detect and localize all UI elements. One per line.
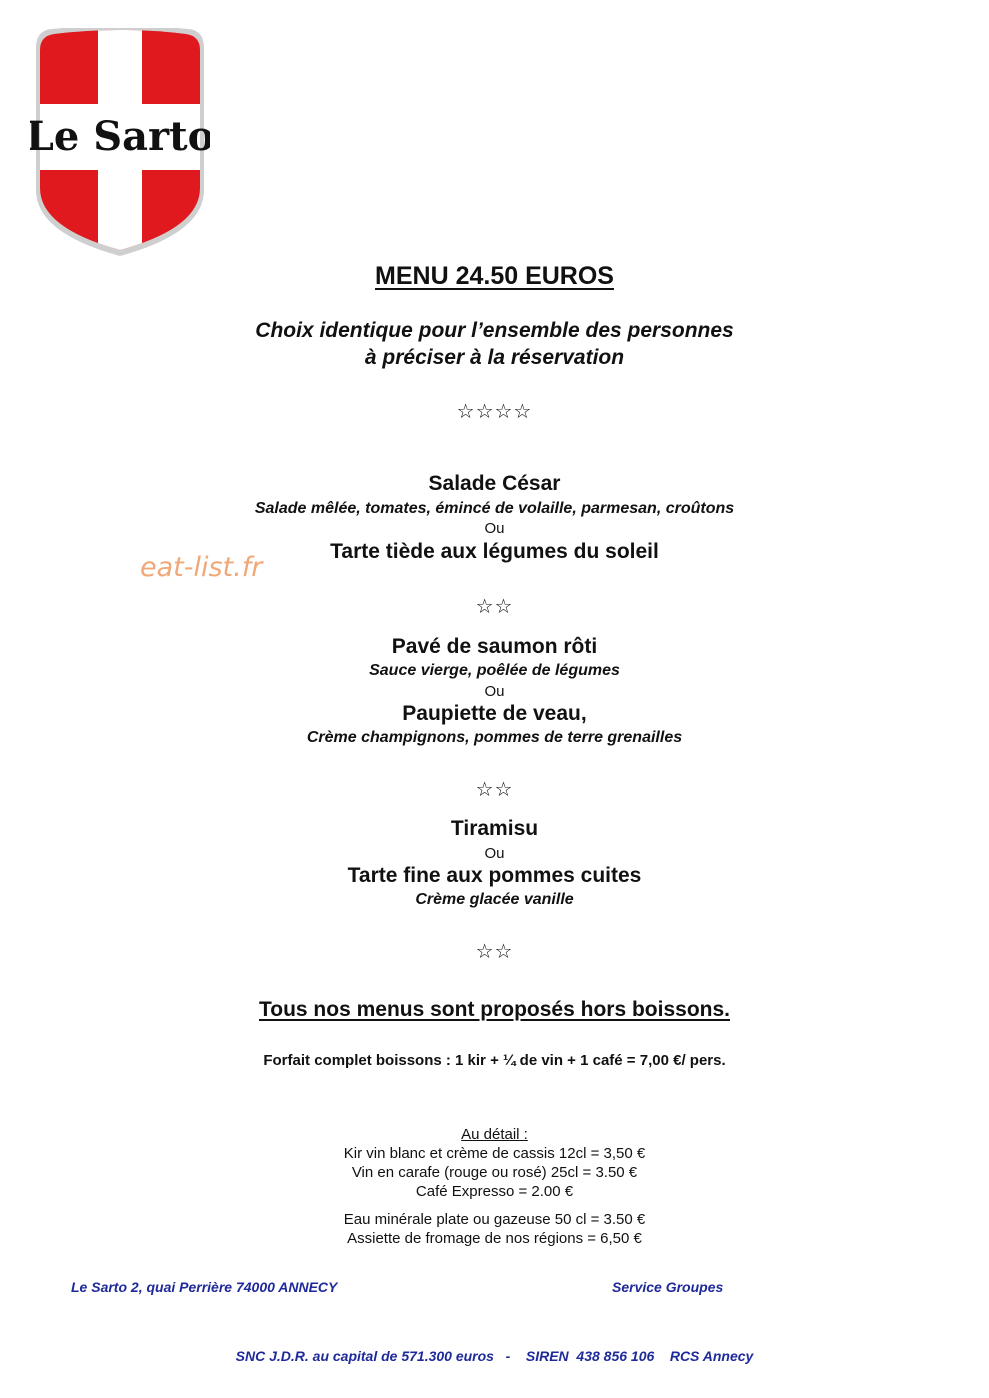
detail-item: Assiette de fromage de nos régions = 6,50 € <box>347 1230 642 1247</box>
drinks-notice: Tous nos menus sont proposés hors boissons. <box>258 998 730 1021</box>
footer-service: Service Groupes <box>612 1279 724 1295</box>
main-2-name: Paupiette de veau, <box>402 702 587 725</box>
dessert-1-name: Tiramisu <box>450 817 539 840</box>
subtitle-line-2: à préciser à la réservation <box>364 346 625 369</box>
footer-legal: SNC J.D.R. au capital de 571.300 euros - SIREN 438 856 106 RCS Annecy <box>235 1348 754 1364</box>
detail-item: Vin en carafe (rouge ou rosé) 25cl = 3.50 € <box>351 1164 638 1181</box>
main-2-description: Crème champignons, pommes de terre grenailles <box>306 729 683 746</box>
savoie-shield-icon <box>30 28 210 258</box>
logo-text: Le Sarto <box>30 113 210 160</box>
or-label: Ou <box>484 520 505 537</box>
drinks-package: Forfait complet boissons : 1 kir + ¼ de vin + 1 café = 7,00 €/ pers. <box>263 1052 726 1069</box>
watermark: eat-list.fr <box>140 552 263 583</box>
footer-address: Le Sarto 2, quai Perrière 74000 ANNECY <box>71 1279 338 1295</box>
starter-1-description: Salade mêlée, tomates, émincé de volaille, parmesan, croûtons <box>254 500 735 517</box>
or-label: Ou <box>484 683 505 700</box>
detail-item: Kir vin blanc et crème de cassis 12cl = 3,50 € <box>343 1145 646 1162</box>
dessert-2-name: Tarte fine aux pommes cuites <box>347 864 642 887</box>
subtitle-line-1: Choix identique pour l’ensemble des personnes <box>255 319 734 342</box>
detail-item: Café Expresso = 2.00 € <box>415 1183 574 1200</box>
menu-title: MENU 24.50 EUROS <box>375 262 614 290</box>
detail-heading: Au détail : <box>461 1126 528 1143</box>
restaurant-logo <box>30 28 210 258</box>
separator-stars: ☆☆ <box>475 596 514 618</box>
separator-stars: ☆☆ <box>475 941 514 963</box>
separator-stars: ☆☆ <box>475 779 514 801</box>
main-1-description: Sauce vierge, poêlée de légumes <box>369 662 620 679</box>
starter-2-name: Tarte tiède aux légumes du soleil <box>330 540 659 563</box>
detail-item: Eau minérale plate ou gazeuse 50 cl = 3.50 € <box>343 1211 646 1228</box>
dessert-2-description: Crème glacée vanille <box>415 891 574 908</box>
separator-stars: ☆☆☆☆ <box>456 401 533 423</box>
or-label: Ou <box>484 845 505 862</box>
main-1-name: Pavé de saumon rôti <box>391 635 598 658</box>
starter-1-name: Salade César <box>428 472 561 495</box>
